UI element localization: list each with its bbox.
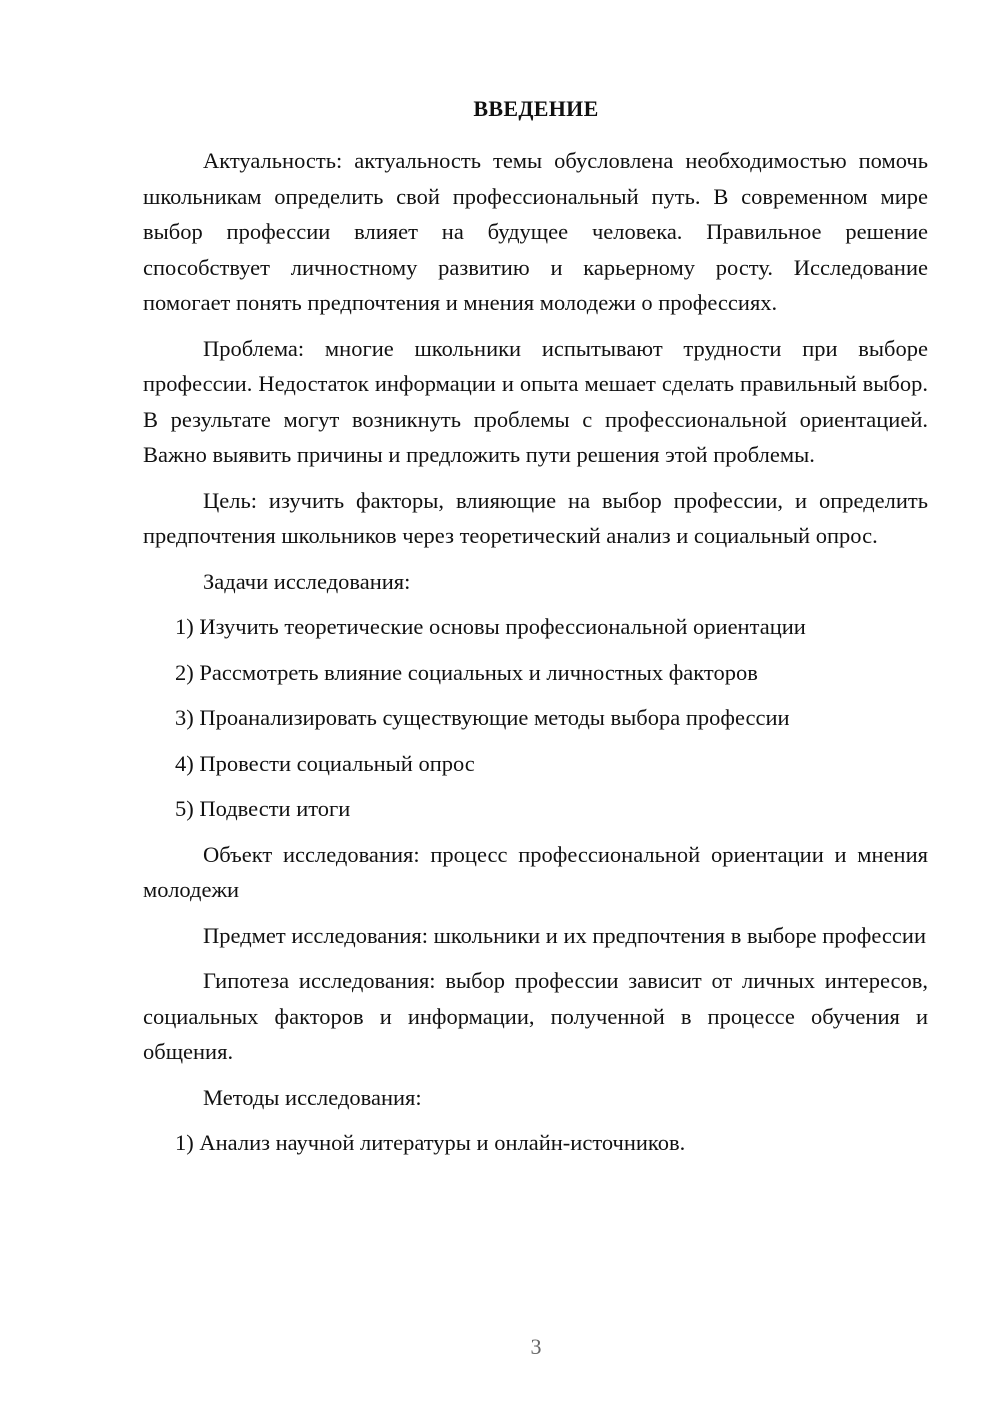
object-paragraph: Объект исследования: процесс профессиональной ориентации и мнения молодежи (143, 841, 928, 902)
task-item-5: 5) Подвести итоги (175, 796, 351, 821)
hypothesis-paragraph: Гипотеза исследования: выбор профессии зависит от личных интересов, социальных факторов и информации, полученной в процессе обучения и общения. (143, 968, 928, 1064)
page-title: ВВЕДЕНИЕ (473, 96, 599, 121)
task-item-1: 1) Изучить теоретические основы профессиональной ориентации (175, 614, 806, 639)
page-number: 3 (530, 1334, 542, 1359)
task-item-4: 4) Провести социальный опрос (175, 750, 475, 776)
tasks-heading: Задачи исследования: (203, 568, 411, 594)
task-item-2: 2) Рассмотреть влияние социальных и личностных факторов (175, 659, 758, 685)
problem-paragraph: Проблема: многие школьники испытывают трудности при выборе профессии. Недостаток информации и опыта мешает сделать правильный выбор. В результате могут возникнуть проблемы с профессиональной ориентацией. Важно выявить причины и предложить пути решения этой проблемы. (143, 335, 928, 467)
goal-paragraph: Цель: изучить факторы, влияющие на выбор профессии, и определить предпочтения школьников через теоретический анализ и социальный опрос. (143, 487, 928, 548)
subject-paragraph: Предмет исследования: школьники и их предпочтения в выборе профессии (203, 922, 926, 948)
methods-heading: Методы исследования: (203, 1084, 422, 1110)
relevance-paragraph: Актуальность: актуальность темы обусловлена необходимостью помочь школьникам определить свой профессиональный путь. В современном мире выбор профессии влияет на будущее человека. Правильное решение способствует личностному развитию и карьерному росту. Исследование помогает понять предпочтения и мнения молодежи о профессиях. (143, 148, 928, 315)
method-item-1: 1) Анализ научной литературы и онлайн-источников. (175, 1130, 686, 1155)
document-body (143, 143, 928, 1171)
task-item-3: 3) Проанализировать существующие методы выбора профессии (175, 705, 790, 730)
